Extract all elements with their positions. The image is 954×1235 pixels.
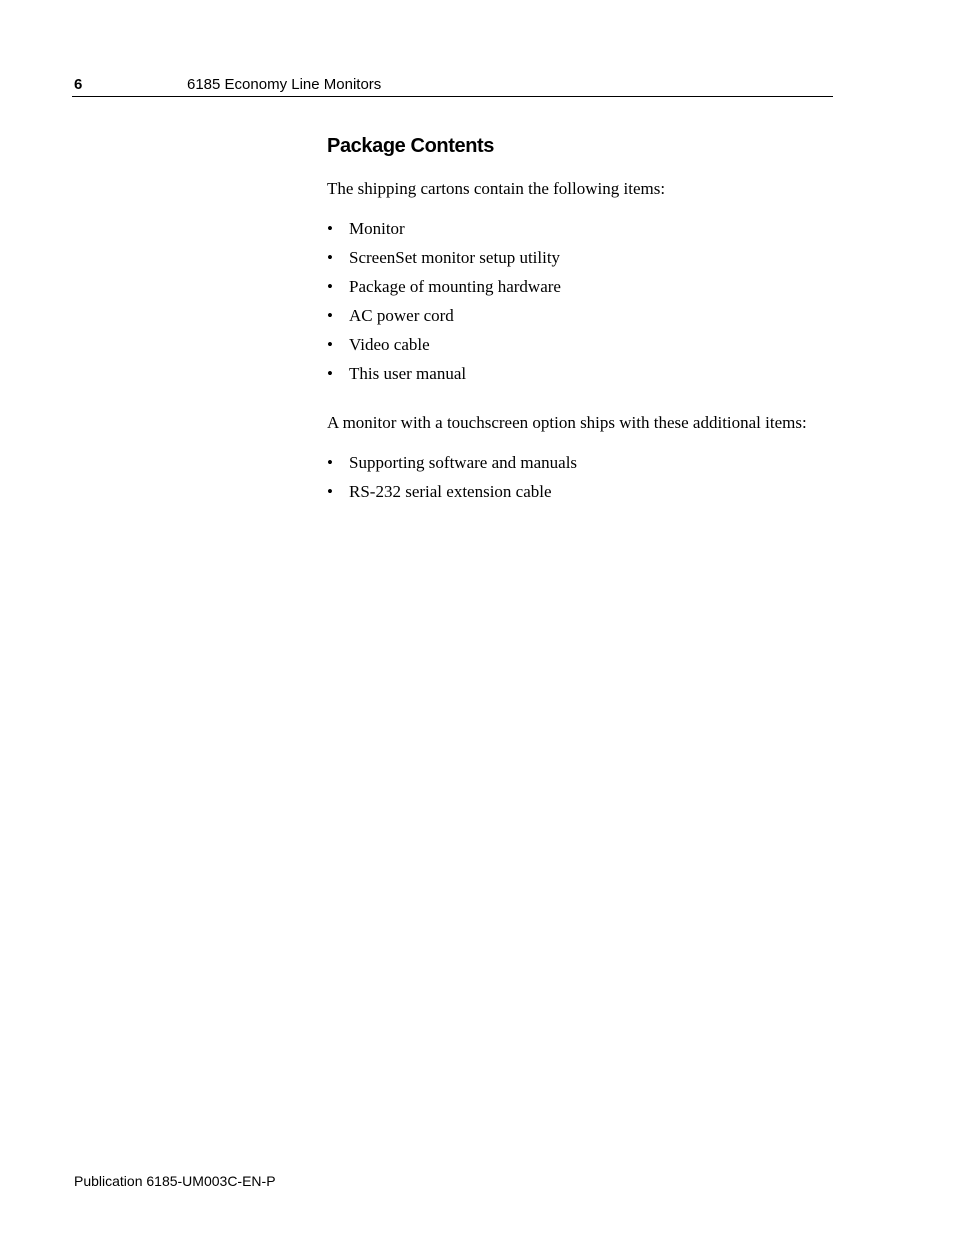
header-title: 6185 Economy Line Monitors <box>187 76 382 93</box>
bullet-icon: • <box>327 364 333 383</box>
list-item <box>327 453 847 473</box>
list-item-text: Package of mounting hardware <box>349 277 561 296</box>
touchscreen-paragraph: A monitor with a touchscreen option ships with these additional items: <box>327 413 807 432</box>
list-item-text: This user manual <box>349 364 467 383</box>
list-item-text: AC power cord <box>349 306 454 325</box>
list-item <box>327 335 847 355</box>
list-item-text: Supporting software and manuals <box>349 453 578 472</box>
bullet-icon: • <box>327 277 333 296</box>
list-item <box>327 364 847 384</box>
touchscreen-items-list <box>327 453 847 502</box>
bullet-icon: • <box>327 482 333 501</box>
bullet-icon: • <box>327 335 333 354</box>
page-footer: Publication 6185-UM003C-EN-P <box>74 1173 276 1189</box>
list-item <box>327 277 847 297</box>
intro-paragraph: The shipping cartons contain the following items: <box>327 179 666 198</box>
bullet-icon: • <box>327 219 333 238</box>
list-item <box>327 219 847 239</box>
list-item <box>327 482 847 502</box>
bullet-icon: • <box>327 306 333 325</box>
list-item-text: RS-232 serial extension cable <box>349 482 552 501</box>
bullet-icon: • <box>327 248 333 267</box>
list-item <box>327 306 847 326</box>
bullet-icon: • <box>327 453 333 472</box>
list-item-text: ScreenSet monitor setup utility <box>349 248 561 267</box>
package-items-list <box>327 219 847 384</box>
list-item-text: Video cable <box>349 335 430 354</box>
section-heading: Package Contents <box>327 135 494 157</box>
page-number: 6 <box>74 76 83 93</box>
list-item-text: Monitor <box>349 219 405 238</box>
main-content <box>327 133 847 531</box>
list-item <box>327 248 847 268</box>
page-header <box>72 74 833 97</box>
